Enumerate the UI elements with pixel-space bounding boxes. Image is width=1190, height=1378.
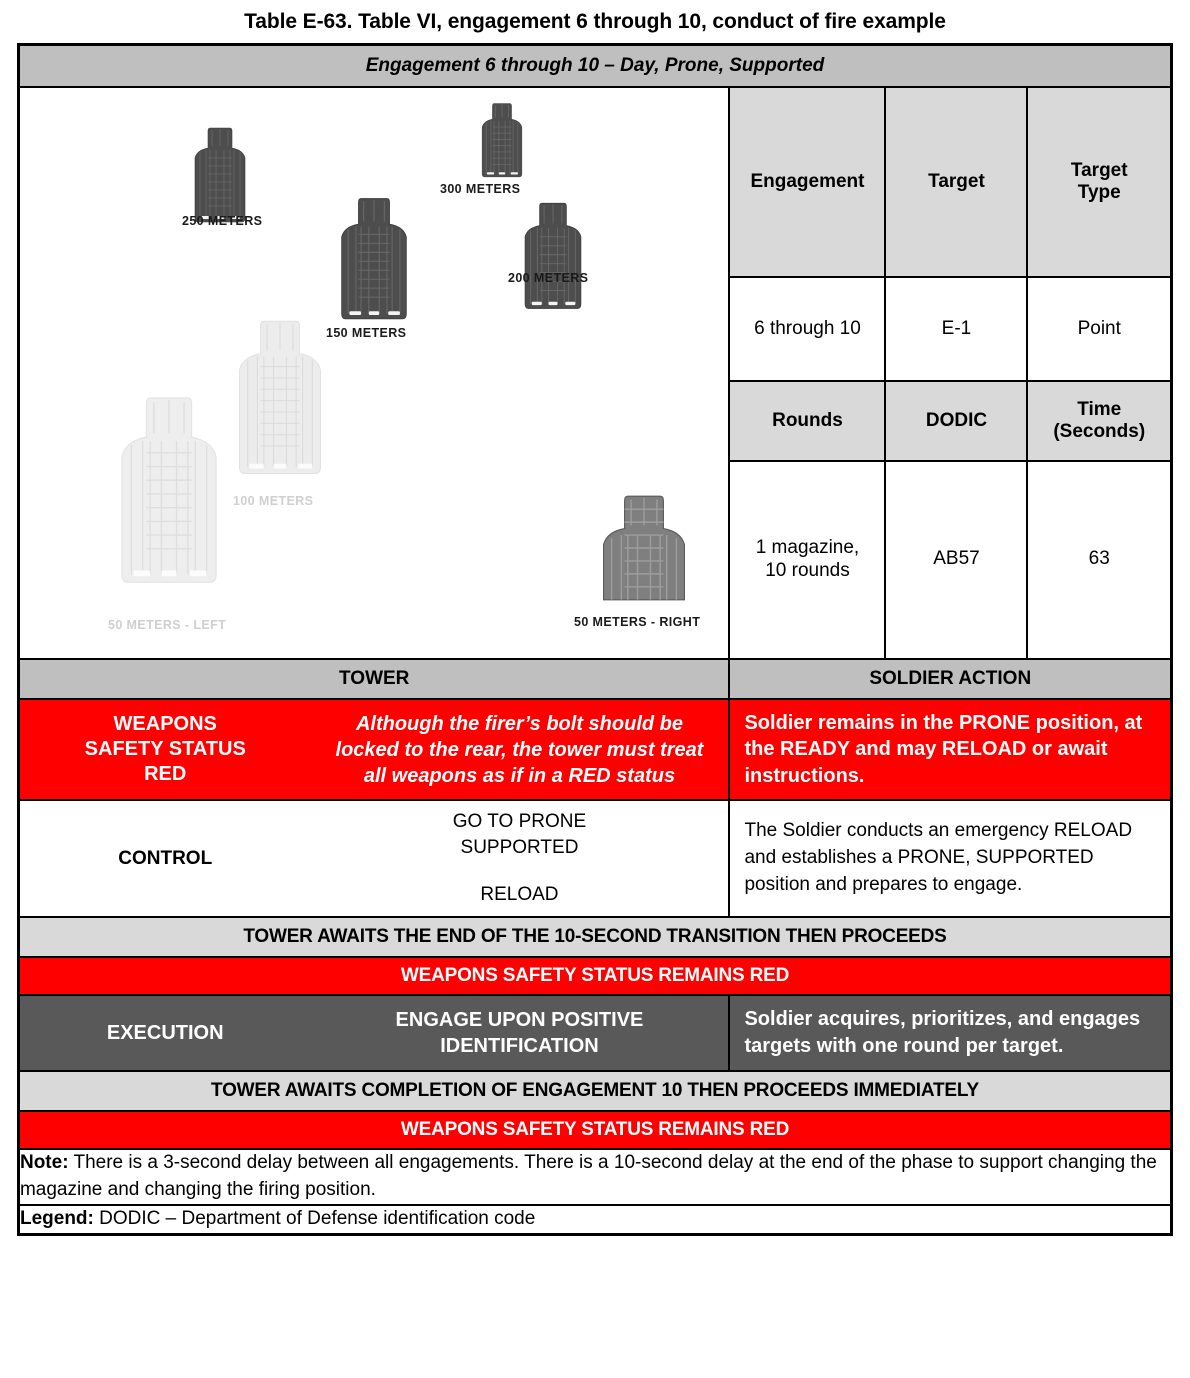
spec-value-engagement: 6 through 10 [729,277,885,380]
execution-label: EXECUTION [18,995,310,1071]
remains-red-bar-2: WEAPONS SAFETY STATUS REMAINS RED [18,1111,1171,1149]
time-line2: (Seconds) [1053,420,1146,442]
control-cmd-line2: SUPPORTED [460,836,579,858]
execution-cmd-line2: IDENTIFICATION [440,1035,599,1058]
safety-tower-command: Although the firer’s bolt should be locked to the rear, the tower must treat all weapons as if in a RED status [310,699,729,800]
section-header-soldier-action: SOLDIER ACTION [729,659,1171,699]
target-label-250m: 250 METERS [181,214,263,228]
completion-bar: TOWER AWAITS COMPLETION OF ENGAGEMENT 10 THEN PROCEEDS IMMEDIATELY [18,1071,1171,1111]
target-label-50m-left: 50 METERS - LEFT [107,618,227,632]
note-text: There is a 3-second delay between all engagements. There is a 10-second delay at the end of the phase to support changing the magazine and changing the firing position. [19,1152,1157,1201]
safety-soldier-action: Soldier remains in the PRONE position, at the READY and may RELOAD or await instructions. [729,699,1171,800]
control-cmd-line3: RELOAD [480,884,559,906]
table-row [18,659,1171,699]
target-label-300m: 300 METERS [439,182,521,196]
legend-text: DODIC – Department of Defense identification code [93,1208,536,1230]
target-silhouette-100m [225,318,335,480]
table-row [18,45,1171,88]
note-row [18,1149,1171,1205]
target-type-line2: Type [1077,182,1121,204]
target-silhouette-250m [186,126,254,226]
spec-value-target: E-1 [885,277,1027,380]
control-soldier-action: The Soldier conducts an emergency RELOAD and establishes a PRONE, SUPPORTED position and prepares to engage. [729,800,1171,917]
spec-header-engagement: Engagement [729,87,885,277]
table-row [18,1205,1171,1234]
target-silhouette-300m [475,102,529,180]
spec-value-dodic: AB57 [885,461,1027,659]
table-row [18,699,1171,800]
table-row [18,917,1171,957]
legend-label: Legend: [19,1208,94,1230]
target-silhouette-50m-right [589,492,699,604]
spec-value-target-type: Point [1027,277,1171,380]
table-caption: Table E-63. Table VI, engagement 6 through 10, conduct of fire example [244,10,946,33]
target-label-150m: 150 METERS [325,326,407,340]
execution-cmd-line1: ENGAGE UPON POSITIVE [395,1009,644,1032]
safety-label-line3: RED [144,763,187,786]
rounds-line1: 1 magazine, [755,537,860,559]
control-cmd-line1: GO TO PRONE [452,811,587,833]
table-row [18,1111,1171,1149]
target-silhouette-50m-left [105,394,233,590]
spec-value-rounds [729,461,885,659]
table-row [18,957,1171,995]
spec-header-target-type [1027,87,1171,277]
target-label-200m: 200 METERS [507,271,589,285]
engagement-banner: Engagement 6 through 10 – Day, Prone, Supported [18,45,1171,88]
safety-status-label [18,699,310,800]
spec-header-dodic: DODIC [885,381,1027,461]
target-silhouette-150m [330,196,418,324]
range-diagram-cell [18,87,729,659]
legend-row [18,1205,1171,1234]
table-row [18,995,1171,1071]
engagement-table [17,43,1173,1236]
spec-header-time [1027,381,1171,461]
remains-red-bar-1: WEAPONS SAFETY STATUS REMAINS RED [18,957,1171,995]
spec-header-target: Target [885,87,1027,277]
table-row [18,800,1171,917]
table-row [18,1071,1171,1111]
transition-bar: TOWER AWAITS THE END OF THE 10-SECOND TRANSITION THEN PROCEEDS [18,917,1171,957]
execution-soldier-action: Soldier acquires, prioritizes, and engages targets with one round per target. [729,995,1171,1071]
spec-value-time: 63 [1027,461,1171,659]
safety-label-line2: SAFETY STATUS [84,738,246,761]
table-row [18,1149,1171,1205]
rounds-line2: 10 rounds [765,559,850,581]
control-label: CONTROL [18,800,310,917]
execution-tower-command [310,995,729,1071]
target-label-100m: 100 METERS [232,494,314,508]
section-header-tower: TOWER [18,659,729,699]
range-diagram [20,88,729,658]
safety-label-line1: WEAPONS [113,713,217,736]
spec-header-rounds: Rounds [729,381,885,461]
control-tower-command [310,800,729,917]
table-row [18,87,1171,277]
note-label: Note: [19,1152,69,1174]
time-line1: Time [1077,398,1122,420]
target-label-50m-right: 50 METERS - RIGHT [573,615,701,629]
target-silhouette-200m [515,201,591,313]
target-type-line1: Target [1070,160,1128,182]
